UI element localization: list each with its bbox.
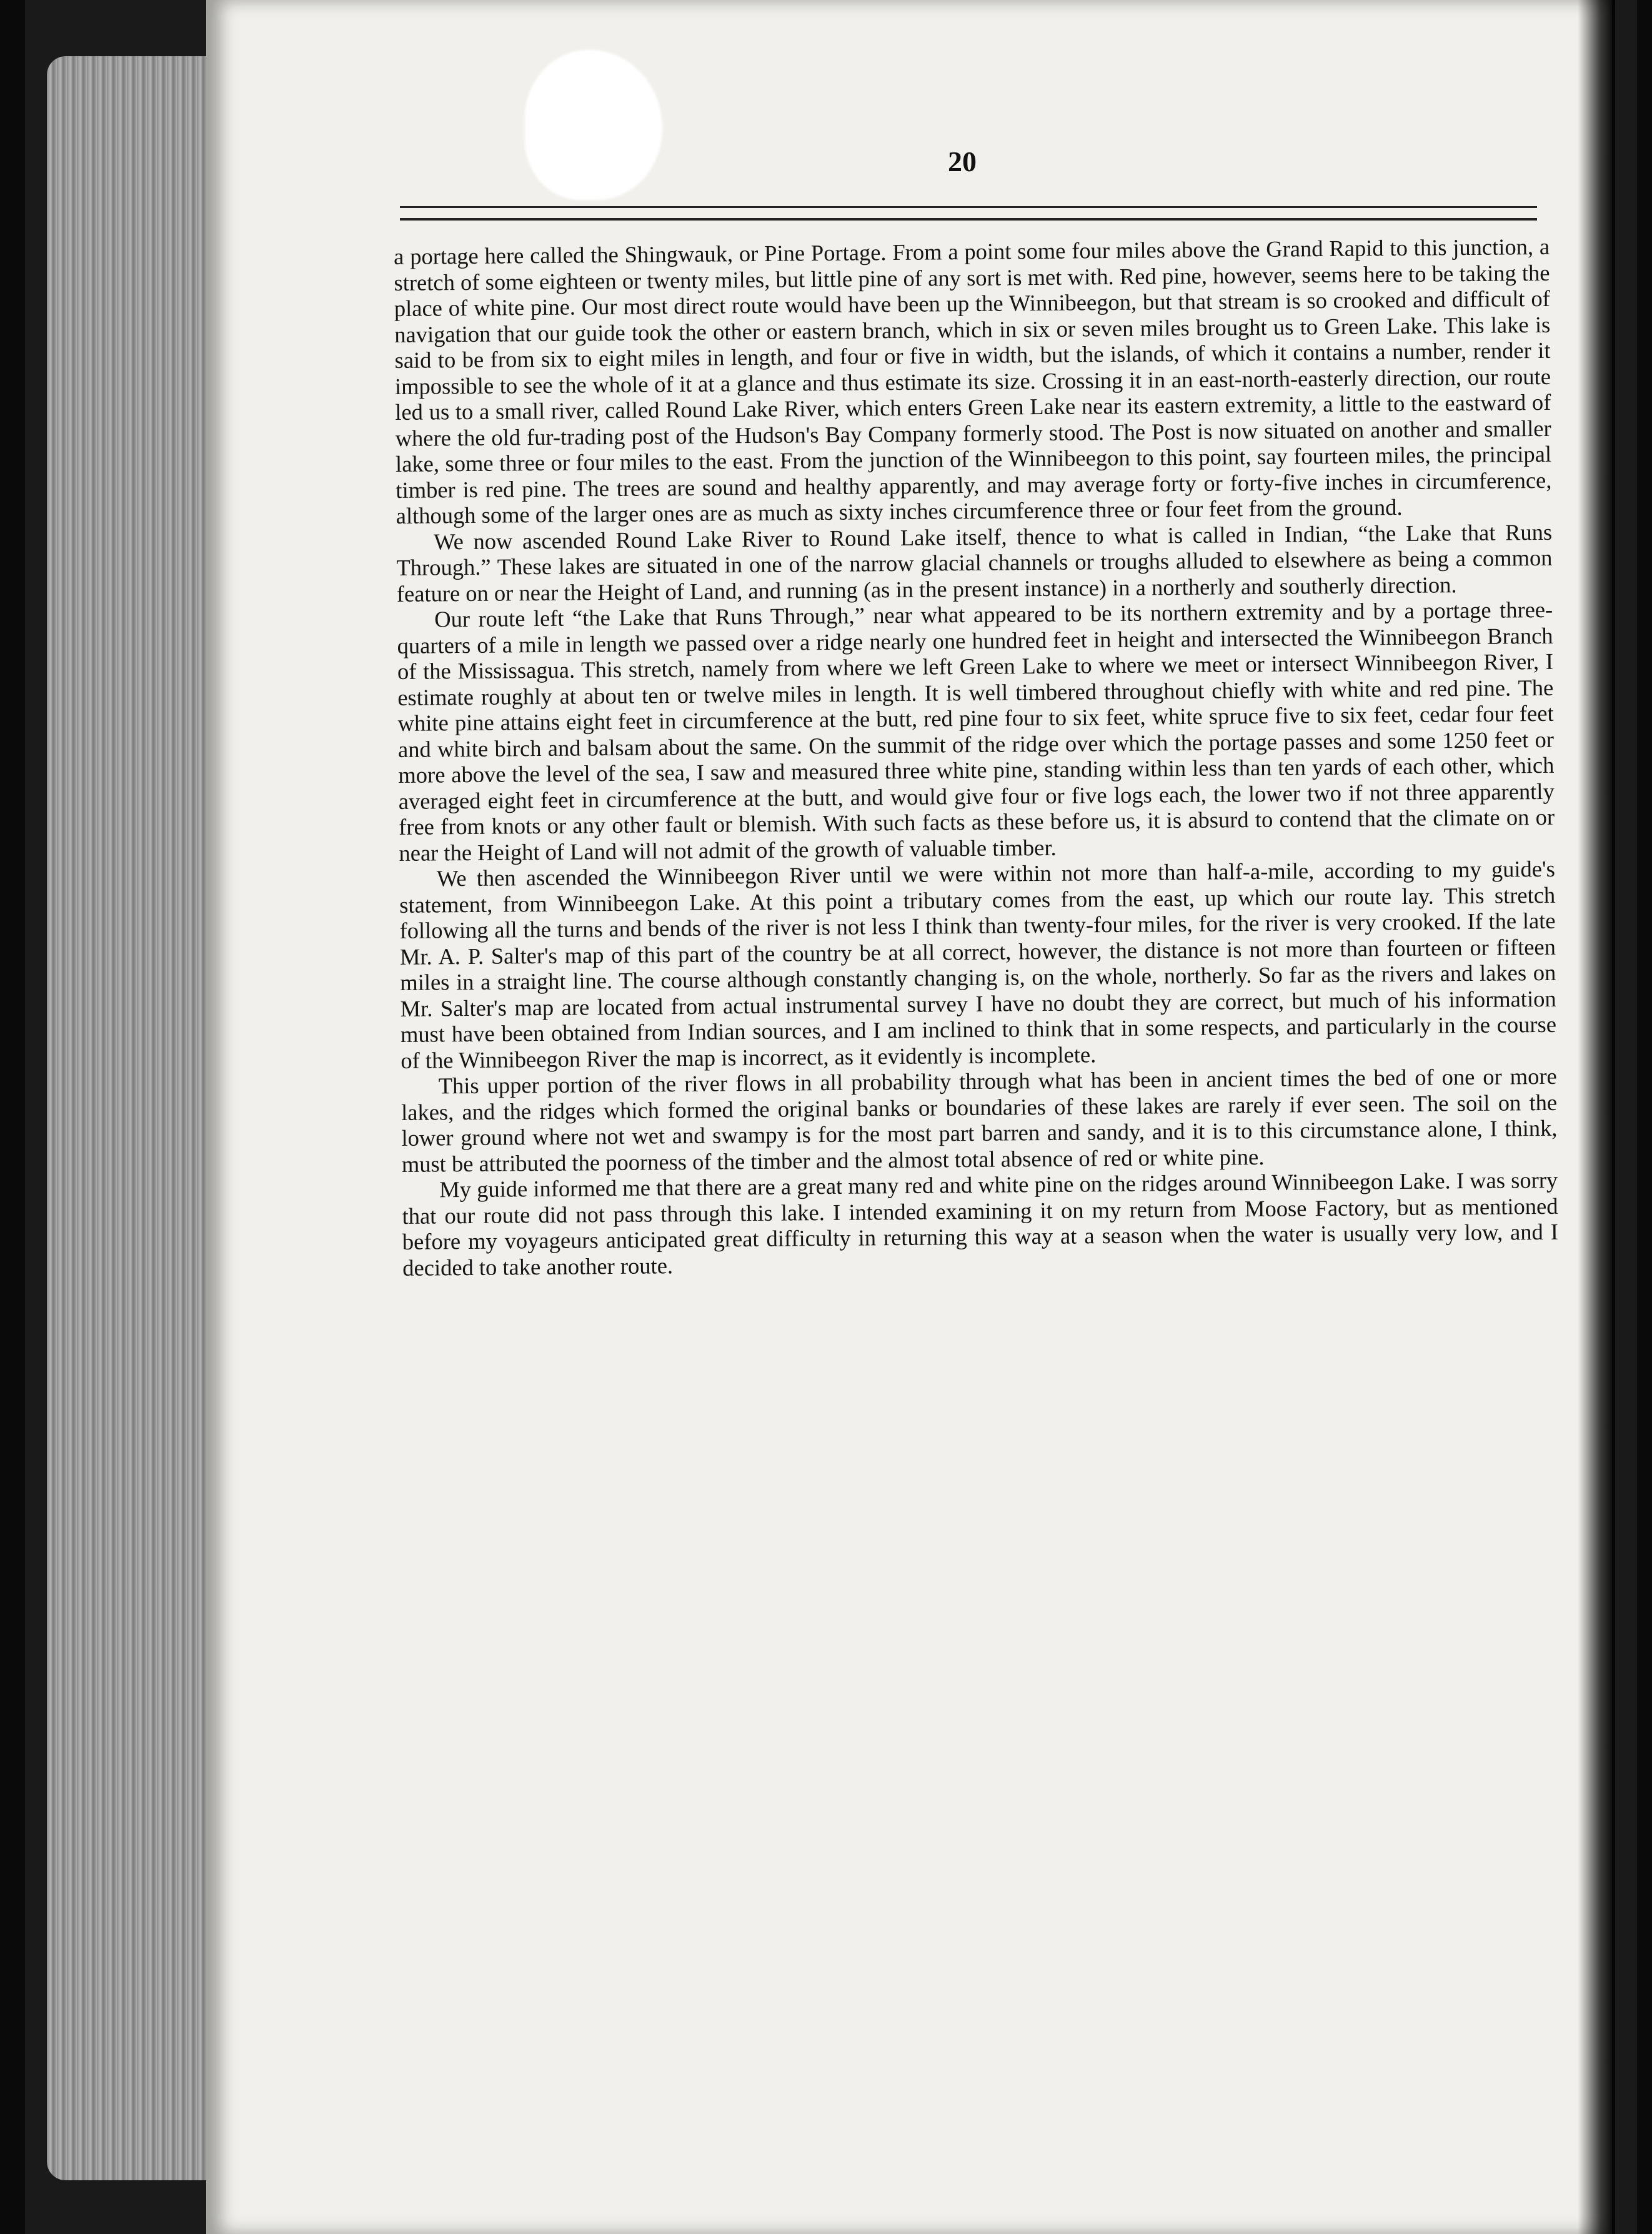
body-text bbox=[394, 234, 1558, 1281]
paragraph: This upper portion of the river flows in all probability through what has been in ancient times the bed of one or more lakes, and the ridges which formed the original banks or boundaries of these lakes are rarely if ever seen. The soil on the lower ground where not wet and swampy is for the most part barren and sandy, and it is to this circumstance alone, I think, must be attributed the poorness of the timber and the almost total absence of red or white pine. bbox=[401, 1063, 1558, 1177]
paragraph: Our route left “the Lake that Runs Through,” near what appeared to be its northern extremity and by a portage three-quarters of a mile in length we passed over a ridge nearly one hundred feet in height and intersected the Winnibeegon Branch of the Mississagua. This stretch, namely from where we left Green Lake to where we meet or intersect Winnibeegon River, I estimate roughly at about ten or twelve miles in length. It is well timbered throughout chiefly with white and red pine. The white pine attains eight feet in circumference at the butt, red pine four to six feet, white spruce five to six feet, cedar four feet and white birch and balsam about the same. On the summit of the ridge over which the portage passes and some 1250 feet or more above the level of the sea, I saw and measured three white pine, standing within less than ten yards of each other, which averaged eight feet in circumference at the butt, and would give four or five logs each, the lower two if not three apparently free from knots or any other fault or blemish. With such facts as these before us, it is absurd to contend that the climate on or near the Height of Land will not admit of the growth of valuable timber. bbox=[397, 596, 1555, 866]
paragraph: We now ascended Round Lake River to Round Lake itself, thence to what is called in Indian, “the Lake that Runs Through.” These lakes are situated in one of the narrow glacial channels or troughs alluded to elsewhere as being a common feature on or near the Height of Land, and running (as in the present instance) in a northerly and southerly direction. bbox=[396, 519, 1553, 607]
paragraph: a portage here called the Shingwauk, or Pine Portage. From a point some four miles above the Grand Rapid to this junction, a stretch of some eighteen or twenty miles, but little pine of any sort is met with. Red pine, however, seems here to be taking the place of white pine. Our most direct route would have been up the Winnibeegon, but that stream is so crooked and difficult of navigation that our guide took the other or eastern branch, which in six or seven miles brought us to Green Lake. This lake is said to be from six to eight miles in length, and four or five in width, but the islands, of which it contains a number, render it impossible to see the whole of it at a glance and thus estimate its size. Crossing it in an east-north-easterly direction, our route led us to a small river, called Round Lake River, which enters Green Lake near its eastern extremity, a little to the eastward of where the old fur-trading post of the Hudson's Bay Company formerly stood. The Post is now situated on another and smaller lake, some three or four miles to the east. From the junction of the Winnibeegon to this point, say fourteen miles, the principal timber is red pine. The trees are sound and healthy apparently, and may average forty or forty-five inches in circumference, although some of the larger ones are as much as sixty inches circumference three or four feet from the ground. bbox=[394, 233, 1552, 529]
page-number: 20 bbox=[948, 146, 977, 177]
binding-shadow bbox=[1578, 0, 1615, 2234]
paragraph: We then ascended the Winnibeegon River until we were within not more than half-a-mile, according to my guide's statement, from Winnibeegon Lake. At this point a tributary comes from the east, up which our route lay. This stretch following all the turns and bends of the river is not less I think than twenty-four miles, for the river is very crooked. If the late Mr. A. P. Salter's map of this part of the country be at all correct, however, the distance is not more than fourteen or fifteen miles in a straight line. The course although constantly changing is, on the whole, northerly. So far as the rivers and lakes on Mr. Salter's map are located from actual instrumental survey I have no doubt they are correct, but much of his information must have been obtained from Indian sources, and I am inclined to think that in some respects, and particularly in the course of the Winnibeegon River the map is incorrect, as it evidently is incomplete. bbox=[399, 855, 1557, 1073]
paragraph: My guide informed me that there are a great many red and white pine on the ridges around Winnibeegon Lake. I was sorry that our route did not pass through this lake. I intended examining it on my return from Moose Factory, but as mentioned before my voyageurs anticipated great difficulty in returning this way at a season when the water is usually very low, and I decided to take another route. bbox=[402, 1166, 1559, 1281]
header-rule bbox=[400, 206, 1537, 221]
